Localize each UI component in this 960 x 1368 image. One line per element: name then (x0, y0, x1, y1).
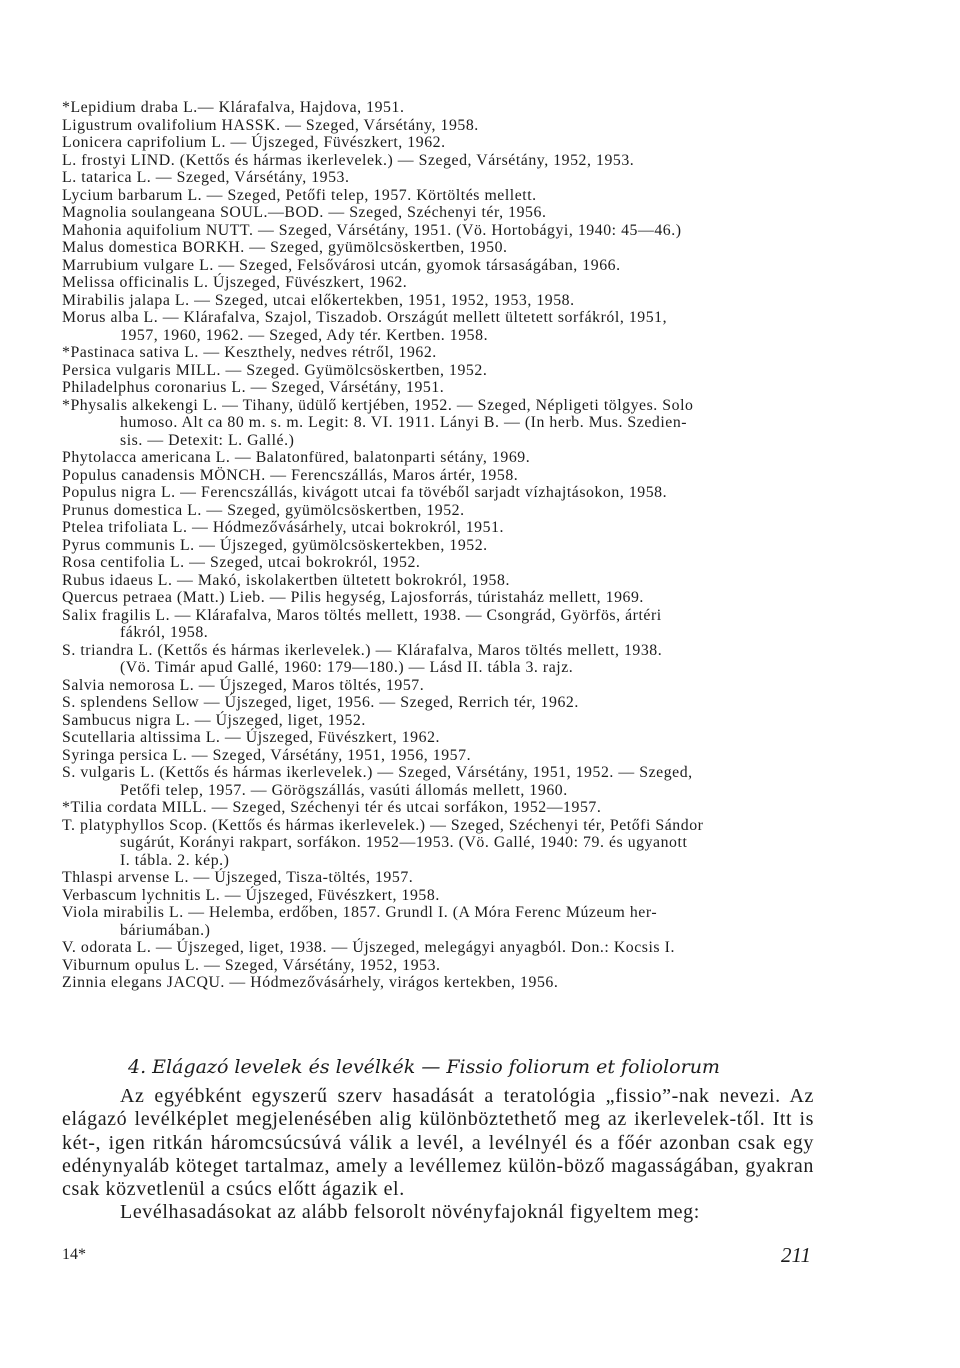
species-entry-continuation: humoso. Alt ca 80 m. s. m. Legit: 8. VI. 1911. Lányi B. — (In herb. Mus. Szedien- (120, 414, 688, 431)
species-list (62, 99, 814, 992)
species-entry: Zinnia elegans JACQU. — Hódmezővásárhely, virágos kertekben, 1956. (62, 974, 559, 991)
species-entry: Populus canadensis MÖNCH. — Ferencszállás, Maros ártér, 1958. (62, 466, 519, 484)
species-entry-continuation: (Vö. Timár apud Gallé, 1960: 179—180.) — Lásd II. tábla 3. rajz. (120, 659, 574, 676)
species-entry-continuation: I. tábla. 2. kép.) (120, 851, 230, 869)
species-entry-continuation: 1957, 1960, 1962. — Szeged, Ady tér. Kertben. 1958. (120, 326, 489, 344)
species-entry: Marrubium vulgare L. — Szeged, Felsővárosi utcán, gyomok társaságában, 1966. (62, 256, 621, 274)
species-entry: Viola mirabilis L. — Helemba, erdőben, 1857. Grundl I. (A Móra Ferenc Múzeum her- (62, 904, 658, 921)
species-entry: Viburnum opulus L. — Szeged, Vársétány, 1952, 1953. (62, 956, 441, 974)
species-entry: T. platyphyllos Scop. (Kettős és hármas ikerlevelek.) — Szeged, Széchenyi tér, Petőfi Sándor (62, 816, 704, 834)
species-entry: Syringa persica L. — Szeged, Vársétány, 1951, 1956, 1957. (62, 746, 472, 764)
species-entry: Mirabilis jalapa L. — Szeged, utcai előkertekben, 1951, 1952, 1953, 1958. (62, 291, 575, 309)
species-entry: V. odorata L. — Újszeged, liget, 1938. — Újszeged, melegágyi anyagból. Don.: Kocsis I. (62, 939, 675, 956)
species-entry: Prunus domestica L. — Szeged, gyümölcsöskertben, 1952. (62, 501, 465, 519)
species-entry: L. frostyi LIND. (Kettős és hármas ikerlevelek.) — Szeged, Vársétány, 1952, 1953. (62, 151, 635, 169)
species-entry: Mahonia aquifolium NUTT. — Szeged, Vársétány, 1951. (Vö. Hortobágyi, 1940: 45—46.) (62, 221, 682, 239)
species-entry-continuation: Petőfi telep, 1957. — Görögszállás, vasúti állomás mellett, 1960. (120, 781, 568, 799)
species-entry: Salix fragilis L. — Klárafalva, Maros töltés mellett, 1938. — Csongrád, Györfös, ártéri (62, 606, 662, 624)
species-entry: Rosa centifolia L. — Szeged, utcai bokrokról, 1952. (62, 554, 421, 571)
species-entry: *Lepidium draba L.— Klárafalva, Hajdova, 1951. (62, 99, 405, 116)
species-entry: Magnolia soulangeana SOUL.—BOD. — Szeged, Széchenyi tér, 1956. (62, 204, 547, 221)
species-entry: Lonicera caprifolium L. — Újszeged, Füvészkert, 1962. (62, 134, 446, 151)
species-entry: Malus domestica BORKH. — Szeged, gyümölcsöskertben, 1950. (62, 239, 508, 256)
species-entry-continuation: sis. — Detexit: L. Gallé.) (120, 431, 295, 449)
species-entry: *Physalis alkekengi L. — Tihany, üdülő kertjében, 1952. — Szeged, Népligeti tölgyes. Solo (62, 396, 694, 414)
species-entry: Morus alba L. — Klárafalva, Szajol, Tiszadob. Országút mellett ültetett sorfákról, 1951, (62, 309, 668, 326)
species-entry: Rubus idaeus L. — Makó, iskolakertben ültetett bokrokról, 1958. (62, 571, 510, 589)
section-heading: 4. Elágazó levelek és levélkék — Fissio foliorum et foliolorum (128, 1056, 720, 1078)
species-entry: Verbascum lychnitis L. — Újszeged, Füvészkert, 1958. (62, 886, 440, 904)
page-number: 211 (781, 1243, 811, 1267)
species-entry: L. tatarica L. — Szeged, Vársétány, 1953. (62, 169, 350, 186)
species-entry-continuation: báriumában.) (120, 921, 211, 939)
species-entry: Ligustrum ovalifolium HASSK. — Szeged, Vársétány, 1958. (62, 116, 479, 134)
species-entry: Pyrus communis L. — Újszeged, gyümölcsöskertekben, 1952. (62, 536, 488, 554)
species-entry: S. splendens Sellow — Újszeged, liget, 1956. — Szeged, Rerrich tér, 1962. (62, 694, 579, 711)
species-entry-continuation: sugárút, Korányi rakpart, sorfákon. 1952—1953. (Vö. Gallé, 1940: 79. és ugyanott (120, 834, 688, 851)
species-entry-continuation: fákról, 1958. (120, 624, 209, 641)
species-entry: S. triandra L. (Kettős és hármas ikerlevelek.) — Klárafalva, Maros töltés mellett, 1938. (62, 641, 663, 659)
species-entry: Scutellaria altissima L. — Újszeged, Füvészkert, 1962. (62, 729, 441, 746)
species-entry: Ptelea trifoliata L. — Hódmezővásárhely, utcai bokrokról, 1951. (62, 519, 505, 536)
species-entry: Philadelphus coronarius L. — Szeged, Vársétány, 1951. (62, 379, 445, 396)
species-entry: Sambucus nigra L. — Újszeged, liget, 1952. (62, 711, 366, 729)
species-entry: Melissa officinalis L. Újszeged, Füvészkert, 1962. (62, 274, 408, 291)
species-entry: Persica vulgaris MILL. — Szeged. Gyümölcsöskertben, 1952. (62, 361, 488, 379)
paragraph: Az egyébként egyszerű szerv hasadását a teratológia „fissio”-nak nevezi. Az elágazó levélképlet megjelenésében alig különböztethető meg az ikerlevelek-től. Itt is két-, igen ritkán háromcsúcsúvá válik a levél, a levélnyél és a főér azonban csak egy edénynyaláb köteget tartalmaz, amely a levéllemez külön-böző magasságában, gyakran csak közvetlenül a csúcs előtt ágazik el. (62, 1085, 814, 1201)
paragraph: Levélhasadásokat az alább felsorolt növényfajoknál figyeltem meg: (120, 1201, 700, 1224)
species-entry: *Tilia cordata MILL. — Szeged, Széchenyi tér és utcai sorfákon, 1952—1957. (62, 799, 602, 816)
section-body (62, 1085, 814, 1225)
species-entry: Thlaspi arvense L. — Újszeged, Tisza-töltés, 1957. (62, 869, 414, 886)
species-entry: Salvia nemorosa L. — Újszeged, Maros töltés, 1957. (62, 676, 425, 694)
species-entry: Quercus petraea (Matt.) Lieb. — Pilis hegység, Lajosforrás, túristaház mellett, 1969. (62, 589, 644, 606)
species-entry: *Pastinaca sativa L. — Keszthely, nedves rétről, 1962. (62, 344, 437, 361)
species-entry: S. vulgaris L. (Kettős és hármas ikerlevelek.) — Szeged, Vársétány, 1951, 1952. — Szeged, (62, 764, 693, 781)
species-entry: Phytolacca americana L. — Balatonfüred, balatonparti sétány, 1969. (62, 449, 531, 466)
species-entry: Populus nigra L. — Ferencszállás, kivágott utcai fa tövéből sarjadt vízhajtásokon, 1958. (62, 484, 668, 501)
signature-mark: 14* (62, 1246, 86, 1263)
species-entry: Lycium barbarum L. — Szeged, Petőfi telep, 1957. Körtöltés mellett. (62, 186, 537, 204)
